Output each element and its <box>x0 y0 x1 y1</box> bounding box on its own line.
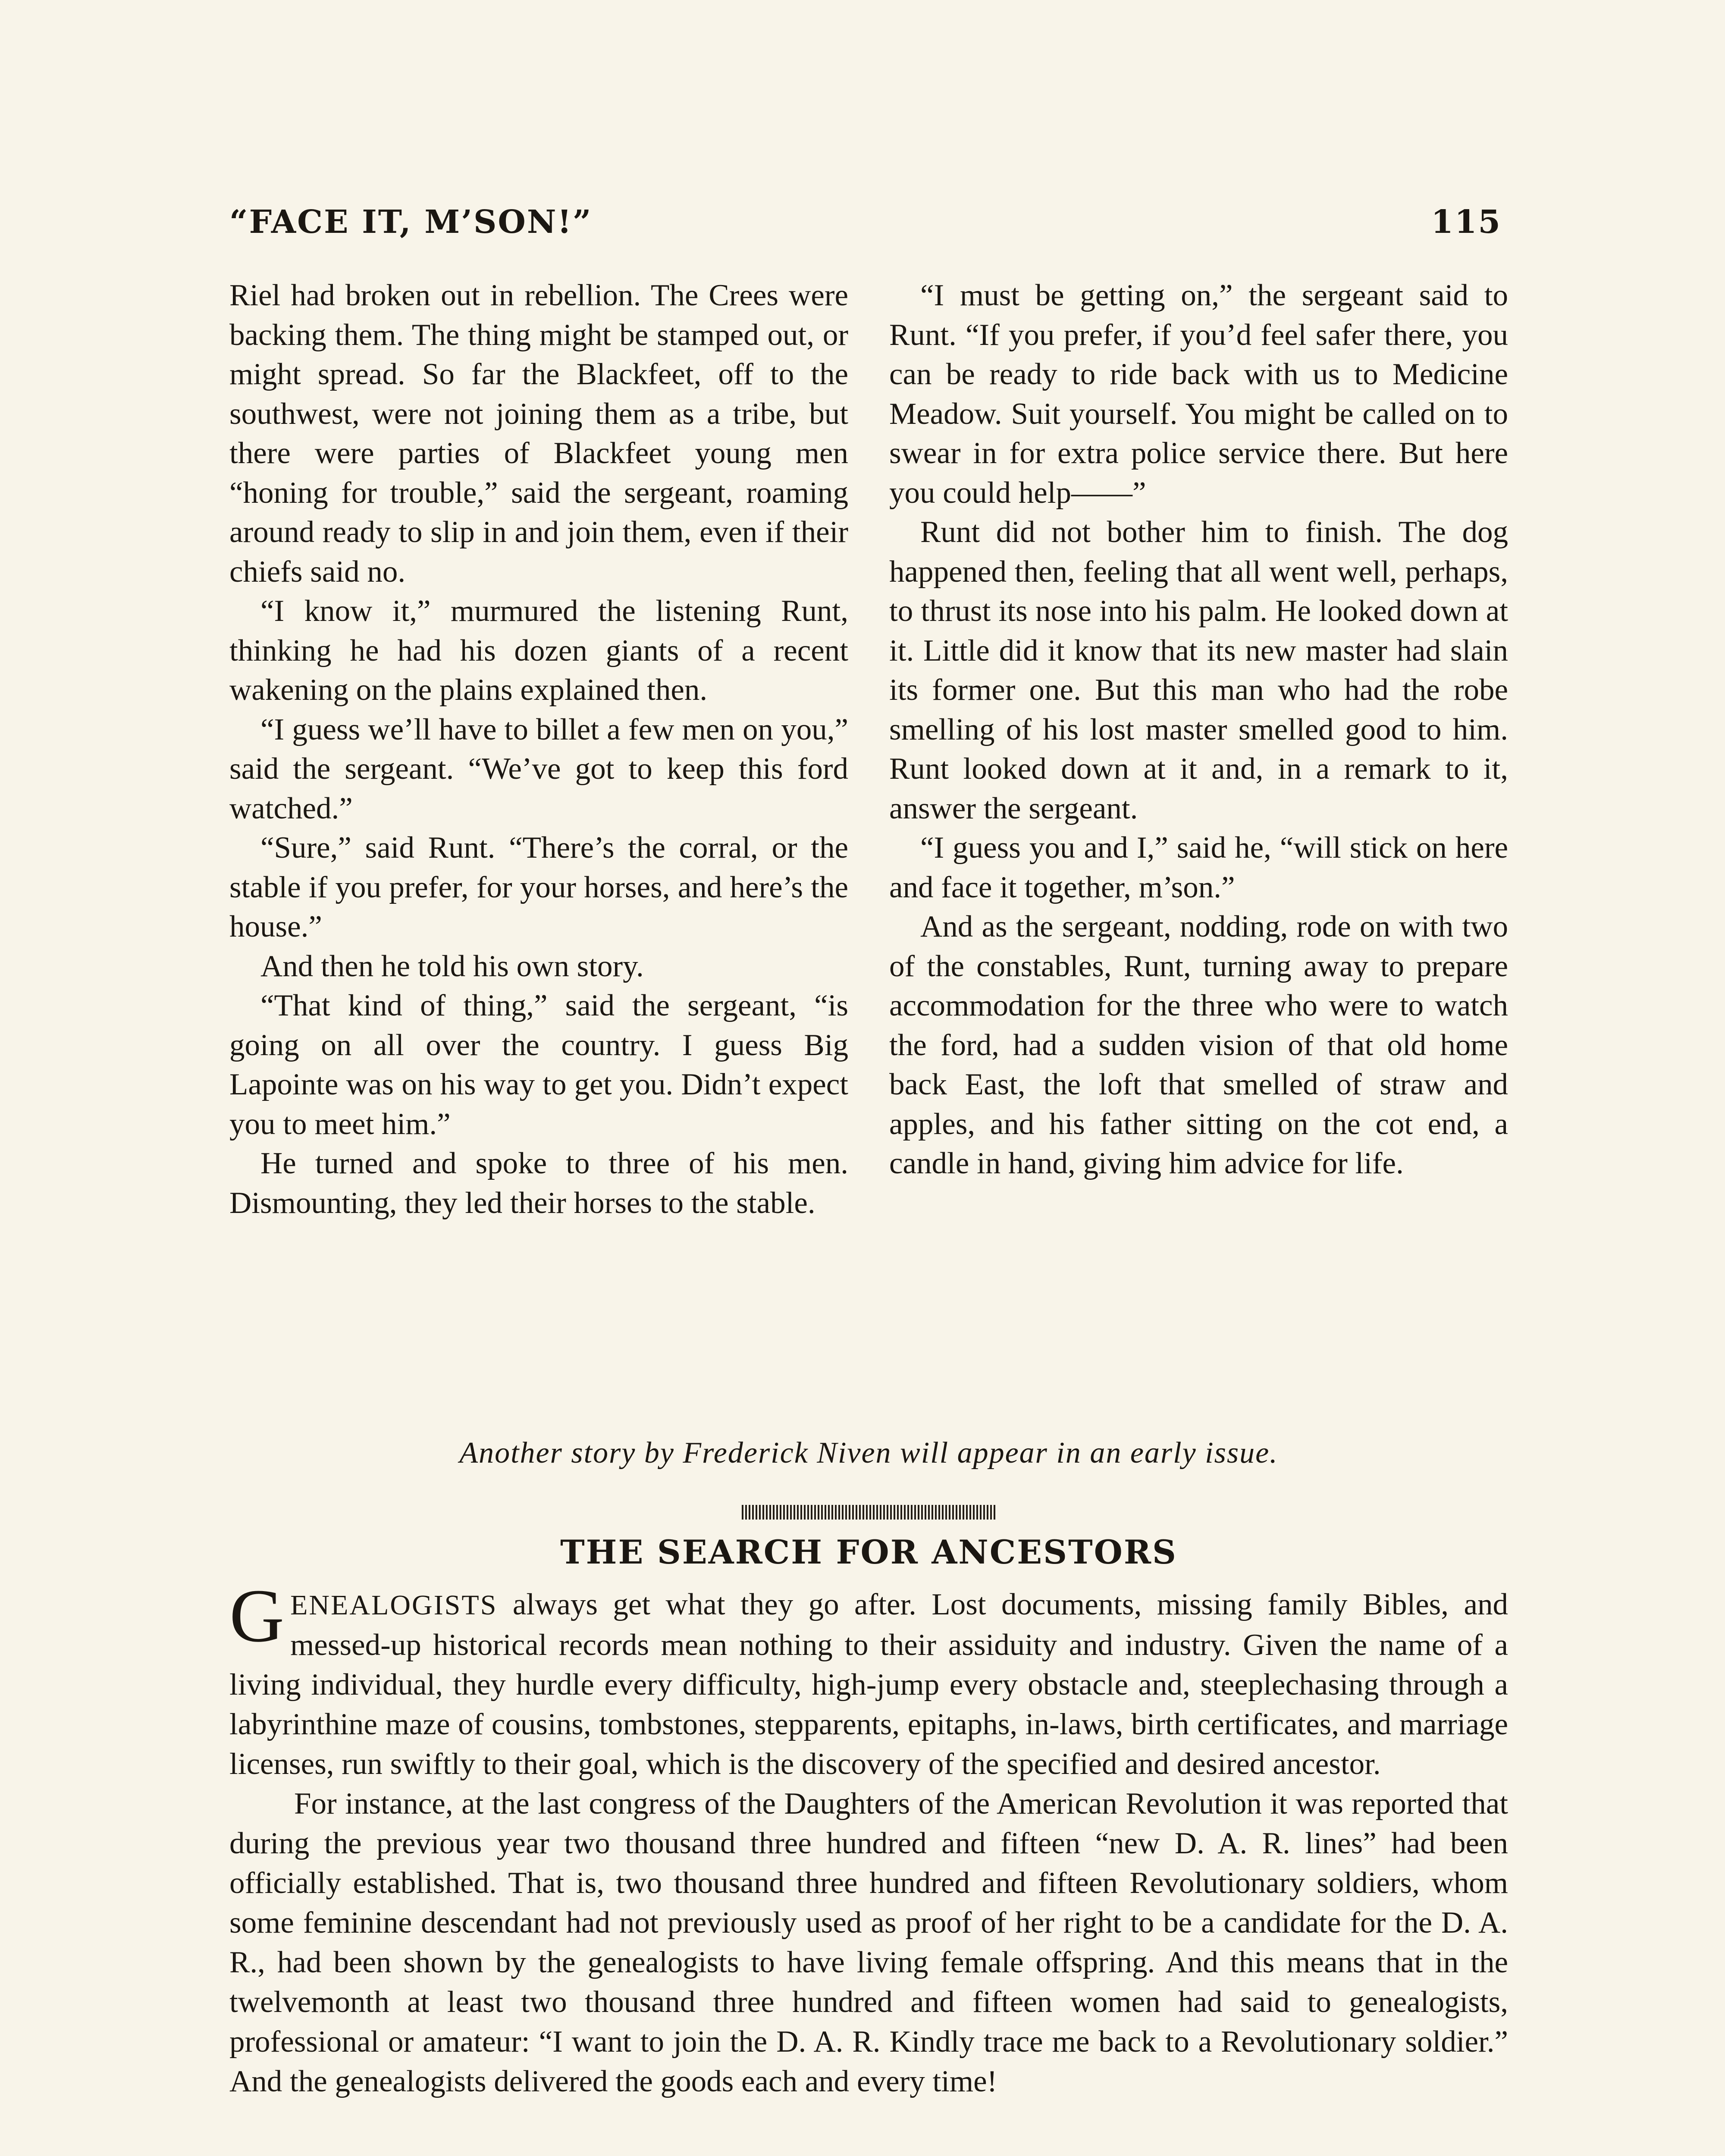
next-story-note: Another story by Frederick Niven will appear in an early issue. <box>459 1436 1278 1470</box>
article-paragraph: For instance, at the last congress of the Daughters of the American Revolution it was reported that during the previous year two thousand three hundred and fifteen “new D. A. R. lines” had been officially established. That is, two thousand three hundred and fifteen Revolutionary soldiers, whom some feminine descendant had not previously used as proof of her right to be a candidate for the D. A. R., had been shown by the genealogists to have living female offspring. And this means that in the twelvemonth at least two thousand three hundred and fifteen women had said to genealogists, professional or amateur: “I want to join the D. A. R. Kindly trace me back to a Revolutionary soldier.” And the genealogists delivered the goods each and every time! <box>229 1787 1508 2098</box>
story-left-column <box>229 276 848 1223</box>
story-paragraph: “I guess you and I,” said he, “will stick on here and face it together, m’son.” <box>889 831 1508 904</box>
story-paragraph: And then he told his own story. <box>260 949 644 983</box>
page-number: 115 <box>1431 204 1502 241</box>
first-paragraph-text: always get what they go after. Lost documents, missing family Bibles, and messed-up historical records mean nothing to their assiduity and industry. Given the name of a living individual, they hurdle every difficulty, high-jump every obstacle and, steeplechasing through a labyrinthine maze of cousins, tombstones, stepparents, epitaphs, in-laws, birth certificates, and marriage licenses, run swiftly to their goal, which is the discovery of the specified and desired ancestor. <box>229 1588 1508 1781</box>
section-divider <box>742 1505 996 1520</box>
story-paragraph: “I know it,” murmured the listening Runt, thinking he had his dozen giants of a recent wakening on the plains explained then. <box>229 594 848 707</box>
page-header <box>229 204 1502 251</box>
story-paragraph: He turned and spoke to three of his men. Dismounting, they led their horses to the stable. <box>229 1147 848 1220</box>
story-paragraph: “That kind of thing,” said the sergeant, “is going on all over the country. I guess Big Lapointe was on his way to get you. Didn’t expect you to meet him.” <box>229 989 848 1141</box>
article-title: THE SEARCH FOR ANCESTORS <box>560 1533 1177 1571</box>
story-paragraph: Runt did not bother him to finish. The dog happened then, feeling that all went well, perhaps, to thrust its nose into his palm. He looked down at it. Little did it know that its new master had slain its former one. But this man who had the robe smelling of his lost master smelled good to him. Runt looked down at it and, in a remark to it, answer the sergeant. <box>889 515 1508 825</box>
article-body <box>229 1574 1508 2101</box>
lead-word: ENEALOGISTS <box>290 1589 498 1621</box>
article-paragraph <box>229 1574 1508 1784</box>
running-title: “FACE IT, M’SON!” <box>229 204 593 241</box>
story-paragraph: “Sure,” said Runt. “There’s the corral, or the stable if you prefer, for your horses, and here’s the house.” <box>229 831 848 943</box>
story-paragraph: Riel had broken out in rebellion. The Crees were backing them. The thing might be stamped out, or might spread. So far the Blackfeet, off to the southwest, were not joining them as a tribe, but there were parties of Blackfeet young men “honing for trouble,” said the sergeant, roaming around ready to slip in and join them, even if their chiefs said no. <box>229 279 848 589</box>
story-paragraph: “I must be getting on,” the sergeant said to Runt. “If you prefer, if you’d feel safer there, you can be ready to ride back with us to Medicine Meadow. Suit yourself. You might be called on to swear in for extra police service there. But here you could help——” <box>889 279 1508 510</box>
drop-cap: G <box>229 1574 285 1658</box>
story-paragraph: “I guess we’ll have to billet a few men on you,” said the sergeant. “We’ve got to keep this ford watched.” <box>229 712 848 825</box>
story-right-column <box>889 276 1508 1184</box>
story-paragraph: And as the sergeant, nodding, rode on with two of the constables, Runt, turning away to prepare accommodation for the three who were to watch the ford, had a sudden vision of that old home back East, the loft that smelled of straw and apples, and his father sitting on the cot end, a candle in hand, giving him advice for life. <box>889 910 1508 1180</box>
